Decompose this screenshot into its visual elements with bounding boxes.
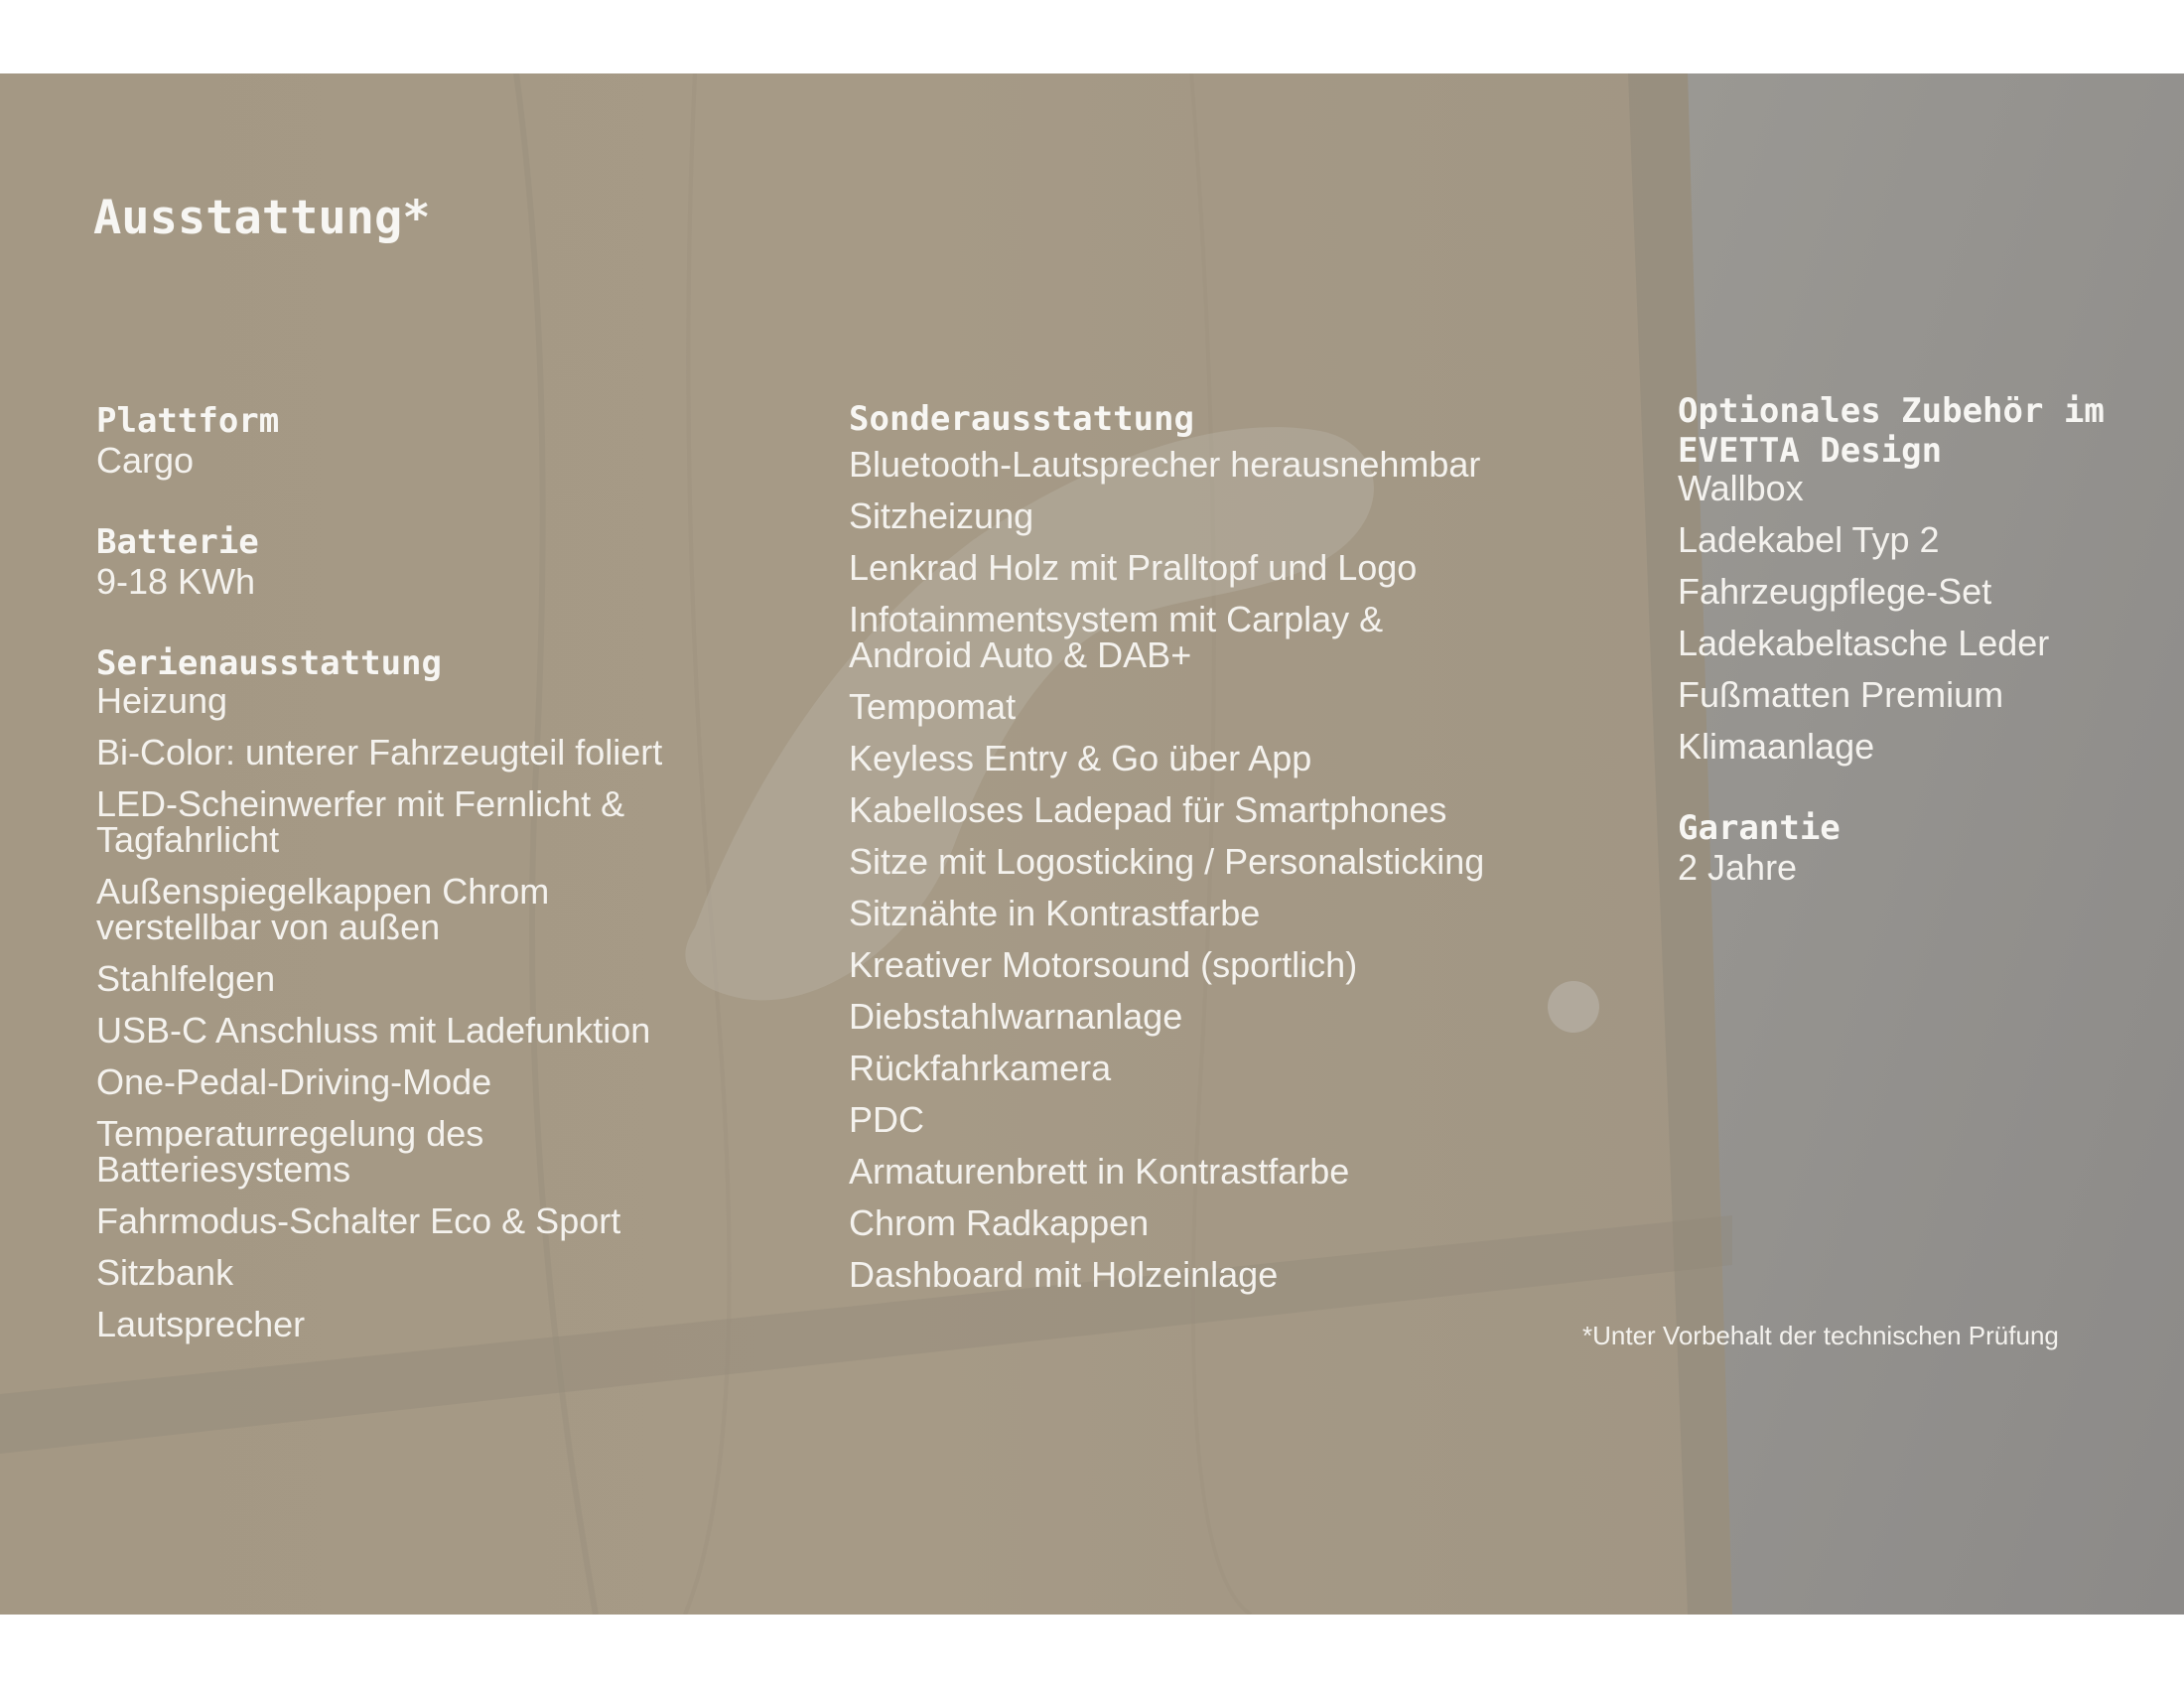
sonderausstattung-list xyxy=(849,444,1564,1295)
content xyxy=(0,73,2184,1615)
list-item: Lenkrad Holz mit Pralltopf und Logo xyxy=(849,547,1418,588)
footnote: *Unter Vorbehalt der technischen Prüfung xyxy=(1582,1321,2059,1350)
list-item: Sitznähte in Kontrastfarbe xyxy=(849,893,1261,933)
list-item: PDC xyxy=(849,1099,925,1140)
section-title-sonderausstattung: Sonderausstattung xyxy=(849,399,1194,439)
serienausstattung-list xyxy=(96,680,791,1344)
list-item: Fußmatten Premium xyxy=(1678,674,2004,715)
background-panel xyxy=(0,73,2184,1615)
list-item: Sitzbank xyxy=(96,1252,234,1293)
list-item: Temperaturregelung des Batteriesystems xyxy=(96,1113,484,1190)
list-item: Klimaanlage xyxy=(1678,726,1875,767)
list-item: Sitze mit Logosticking / Personalsticking xyxy=(849,841,1485,882)
list-item: LED-Scheinwerfer mit Fernlicht & Tagfahrlicht xyxy=(96,783,625,860)
section-title-garantie: Garantie xyxy=(1678,808,1841,848)
list-item: Fahrzeugpflege-Set xyxy=(1678,571,1992,612)
list-item: Heizung xyxy=(96,680,228,721)
batterie-value: 9-18 KWh xyxy=(96,561,256,602)
section-serienausstattung xyxy=(96,643,791,1358)
section-zubehoer xyxy=(1678,391,2115,780)
list-item: Bluetooth-Lautsprecher herausnehmbar xyxy=(849,444,1481,485)
list-item: Infotainmentsystem mit Carplay & Android Auto & DAB+ xyxy=(849,599,1384,675)
section-plattform xyxy=(96,401,791,481)
list-item: Stahlfelgen xyxy=(96,958,276,999)
page-title: Ausstattung* xyxy=(93,191,431,245)
list-item: Dashboard mit Holzeinlage xyxy=(849,1254,1279,1295)
list-item: Keyless Entry & Go über App xyxy=(849,738,1312,778)
section-title-batterie: Batterie xyxy=(96,522,259,562)
section-garantie xyxy=(1678,808,2115,888)
section-title-serienausstattung: Serienausstattung xyxy=(96,643,442,683)
list-item: Kabelloses Ladepad für Smartphones xyxy=(849,789,1447,830)
list-item: Diebstahlwarnanlage xyxy=(849,996,1183,1037)
zubehoer-list xyxy=(1678,468,2115,767)
plattform-value: Cargo xyxy=(96,440,195,481)
list-item: Ladekabeltasche Leder xyxy=(1678,623,2050,663)
list-item: Ladekabel Typ 2 xyxy=(1678,519,1940,560)
list-item: Außenspiegelkappen Chrom verstellbar von außen xyxy=(96,871,550,947)
list-item: USB-C Anschluss mit Ladefunktion xyxy=(96,1010,651,1051)
list-item: Rückfahrkamera xyxy=(849,1048,1112,1088)
list-item: Fahrmodus-Schalter Eco & Sport xyxy=(96,1200,621,1241)
section-batterie xyxy=(96,522,791,602)
list-item: Sitzheizung xyxy=(849,495,1034,536)
section-title-zubehoer: Optionales Zubehör im EVETTA Design xyxy=(1678,391,2105,471)
section-title-plattform: Plattform xyxy=(96,401,280,441)
list-item: Bi-Color: unterer Fahrzeugteil foliert xyxy=(96,732,663,773)
list-item: Chrom Radkappen xyxy=(849,1202,1150,1243)
section-sonderausstattung xyxy=(849,399,1564,1309)
list-item: Kreativer Motorsound (sportlich) xyxy=(849,944,1358,985)
list-item: Wallbox xyxy=(1678,468,1804,508)
list-item: Tempomat xyxy=(849,686,1017,727)
list-item: Armaturenbrett in Kontrastfarbe xyxy=(849,1151,1350,1192)
list-item: One-Pedal-Driving-Mode xyxy=(96,1061,492,1102)
list-item: Lautsprecher xyxy=(96,1304,306,1344)
garantie-value: 2 Jahre xyxy=(1678,847,1798,888)
